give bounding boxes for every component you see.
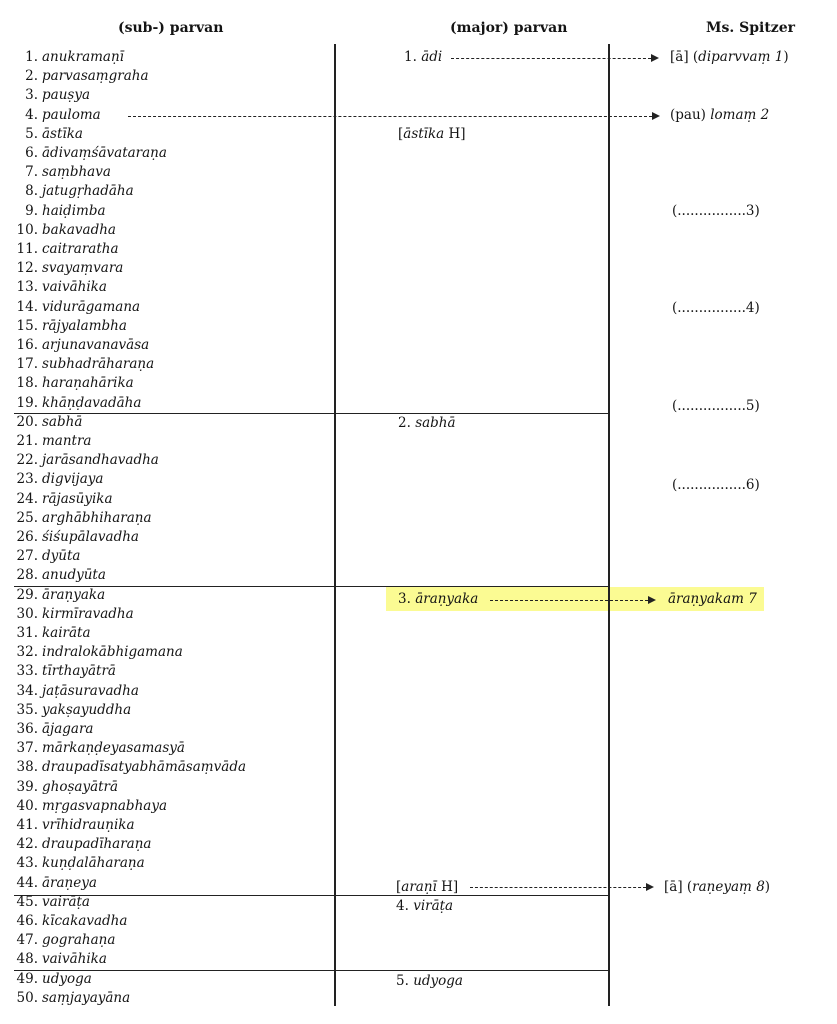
sub-parvan-row	[10, 260, 123, 276]
major-adi	[404, 49, 442, 65]
major-adi-num: 1.	[404, 49, 417, 65]
sub-parvan-name: vidurāgamana	[42, 298, 141, 315]
major-virata-num: 4.	[396, 898, 409, 914]
sub-parvan-row	[10, 971, 92, 987]
sub-parvan-name: āstīka	[42, 125, 83, 142]
spitzer-7	[668, 591, 757, 607]
sub-parvan-number: 2.	[25, 68, 38, 85]
sub-parvan-number: 46.	[16, 913, 38, 929]
sub-parvan-name: jaṭāsuravadha	[42, 682, 139, 699]
sub-parvan-row	[10, 375, 134, 391]
sub-parvan-number: 32.	[16, 644, 38, 661]
sub-parvan-number: 37.	[16, 740, 38, 757]
major-aranyaka-name: āraṇyaka	[415, 591, 479, 607]
separator-virata	[14, 895, 610, 896]
sub-parvan-number: 19.	[16, 394, 38, 411]
sub-parvan-row	[10, 145, 167, 161]
sub-parvan-name: vrīhidrauṇika	[42, 817, 135, 833]
sub-parvan-row	[10, 395, 141, 411]
major-adi-name: ādi	[421, 49, 443, 65]
sub-parvan-number: 1.	[25, 49, 38, 65]
spitzer-1	[670, 49, 789, 65]
sub-parvan-row	[10, 49, 124, 65]
spitzer-1-bracket: [ā]	[670, 49, 689, 65]
sub-parvan-row	[10, 587, 105, 603]
sub-parvan-row	[10, 433, 91, 449]
sub-parvan-name: indralokābhigamana	[42, 644, 183, 661]
sub-parvan-name: sabhā	[42, 413, 83, 430]
sub-parvan-row	[10, 107, 101, 123]
sub-parvan-name: parvasaṃgraha	[42, 68, 149, 85]
connector-aranyaka	[490, 600, 648, 601]
connector-arani	[470, 887, 646, 888]
sub-parvan-row	[10, 836, 151, 852]
sub-parvan-name: pauṣya	[42, 87, 90, 104]
sub-parvan-number: 18.	[16, 375, 38, 392]
sub-parvan-number: 24.	[16, 490, 38, 507]
sub-parvan-number: 48.	[16, 951, 38, 968]
sub-parvan-row	[10, 183, 134, 199]
sub-parvan-number: 42.	[16, 836, 38, 853]
sub-parvan-number: 5.	[25, 125, 38, 142]
sub-parvan-number: 29.	[16, 586, 38, 603]
sub-parvan-number: 50.	[16, 989, 38, 1006]
sub-parvan-number: 22.	[16, 452, 38, 469]
spitzer-6: (................6)	[672, 477, 760, 493]
major-arani-name: araṇī	[401, 879, 437, 895]
sub-parvan-row	[10, 222, 116, 238]
spitzer-8-name: raṇeyaṃ 8	[692, 879, 765, 895]
separator-udyoga	[14, 970, 610, 971]
sub-parvan-name: udyoga	[42, 970, 92, 987]
sub-parvan-row	[10, 951, 107, 967]
spitzer-7-name: āraṇyakam 7	[668, 591, 757, 607]
sub-parvan-row	[10, 299, 140, 315]
separator-sabha	[14, 413, 610, 414]
connector-adi	[451, 58, 651, 59]
sub-parvan-name: ghoṣayātrā	[42, 778, 119, 795]
spitzer-1-paren: (	[692, 49, 699, 65]
spitzer-8	[664, 879, 770, 895]
sub-parvan-name: tīrthayātrā	[42, 663, 116, 680]
sub-parvan-number: 36.	[16, 721, 38, 737]
sub-parvan-row	[10, 625, 91, 641]
connector-pauloma-arrowhead	[652, 112, 660, 120]
sub-parvan-row	[10, 164, 111, 180]
sub-parvan-number: 17.	[16, 356, 38, 373]
header-sub-parvan: (sub-) parvan	[118, 20, 224, 36]
sub-parvan-number: 8.	[25, 183, 38, 200]
major-aranyaka	[398, 591, 478, 607]
sub-parvan-name: subhadrāharaṇa	[42, 356, 155, 373]
spitzer-1-name: diparvvaṃ 1	[698, 49, 784, 65]
sub-parvan-row	[10, 318, 127, 334]
connector-aranyaka-arrowhead	[648, 596, 656, 604]
sub-parvan-number: 35.	[16, 701, 38, 718]
sub-parvan-row	[10, 203, 106, 219]
sub-parvan-row	[10, 759, 246, 775]
sub-parvan-name: khāṇḍavadāha	[42, 394, 142, 411]
sub-parvan-row	[10, 471, 103, 487]
sub-parvan-name: śiśupālavadha	[42, 529, 139, 545]
sub-parvan-number: 49.	[16, 970, 38, 987]
spitzer-8-close: )	[764, 879, 771, 895]
sub-parvan-name: caitraratha	[42, 241, 119, 257]
major-udyoga-name: udyoga	[413, 973, 463, 989]
major-udyoga	[396, 973, 463, 989]
sub-parvan-name: jatugṛhadāha	[42, 183, 134, 200]
sub-parvan-number: 13.	[16, 279, 38, 296]
sub-parvan-row	[10, 241, 119, 257]
sub-parvan-row	[10, 875, 97, 891]
sub-parvan-row	[10, 548, 80, 564]
sub-parvan-number: 15.	[16, 317, 38, 334]
sub-parvan-number: 34.	[16, 682, 38, 699]
header-major-parvan: (major) parvan	[450, 20, 568, 36]
sub-parvan-name: ādivaṃśāvataraṇa	[42, 145, 167, 161]
spitzer-2-name: lomaṃ 2	[710, 107, 770, 123]
sub-parvan-name: kuṇḍalāharaṇa	[42, 855, 145, 872]
major-aranyaka-num: 3.	[398, 591, 411, 607]
sub-parvan-name: vaivāhika	[42, 951, 107, 968]
sub-parvan-row	[10, 87, 90, 103]
sub-parvan-name: arjunavanavāsa	[42, 337, 150, 353]
sub-parvan-row	[10, 491, 113, 507]
spitzer-2	[670, 107, 769, 123]
sub-parvan-row	[10, 356, 154, 372]
sub-parvan-number: 27.	[16, 548, 38, 565]
spitzer-5: (................5)	[672, 398, 760, 414]
sub-parvan-number: 11.	[16, 241, 38, 257]
spitzer-8-paren: (	[686, 879, 693, 895]
column-divider-right	[608, 44, 610, 1006]
sub-parvan-row	[10, 414, 82, 430]
sub-parvan-name: bakavadha	[42, 221, 116, 238]
sub-parvan-name: āraṇyaka	[42, 586, 106, 603]
sub-parvan-name: haraṇahārika	[42, 375, 134, 392]
sub-parvan-row	[10, 644, 183, 660]
sub-parvan-name: rājyalambha	[42, 317, 127, 334]
major-astika	[398, 126, 466, 142]
sub-parvan-number: 39.	[16, 778, 38, 795]
major-udyoga-num: 5.	[396, 973, 409, 989]
major-arani-open: [	[396, 879, 402, 895]
major-sabha-num: 2.	[398, 415, 411, 431]
sub-parvan-row	[10, 452, 159, 468]
sub-parvan-name: svayaṃvara	[42, 260, 124, 277]
major-astika-open: [	[398, 126, 404, 142]
sub-parvan-number: 16.	[16, 337, 38, 353]
sub-parvan-name: gograhaṇa	[42, 932, 116, 949]
sub-parvan-row	[10, 279, 107, 295]
sub-parvan-name: vaivāhika	[42, 279, 107, 296]
major-sabha	[398, 415, 456, 431]
sub-parvan-number: 12.	[16, 260, 38, 277]
major-astika-name: āstīka	[403, 126, 445, 142]
sub-parvan-row	[10, 721, 93, 737]
column-divider-left	[334, 44, 336, 1006]
sub-parvan-number: 45.	[16, 893, 38, 910]
sub-parvan-number: 7.	[25, 164, 38, 181]
connector-pauloma	[128, 116, 652, 117]
sub-parvan-row	[10, 529, 139, 545]
sub-parvan-number: 31.	[16, 625, 38, 641]
sub-parvan-name: saṃjayayāna	[42, 989, 131, 1006]
sub-parvan-row	[10, 606, 134, 622]
sub-parvan-name: ājagara	[42, 721, 94, 737]
sub-parvan-name: haiḍimba	[42, 202, 106, 219]
sub-parvan-name: pauloma	[42, 106, 101, 123]
sub-parvan-row	[10, 740, 185, 756]
major-sabha-name: sabhā	[415, 415, 456, 431]
sub-parvan-name: yakṣayuddha	[42, 701, 132, 718]
sub-parvan-row	[10, 798, 167, 814]
connector-adi-arrowhead	[651, 54, 659, 62]
sub-parvan-name: mārkaṇḍeyasamasyā	[42, 740, 185, 757]
sub-parvan-row	[10, 126, 83, 142]
spitzer-1-close: )	[783, 49, 789, 65]
sub-parvan-number: 38.	[16, 759, 38, 776]
sub-parvan-number: 14.	[16, 298, 38, 315]
sub-parvan-number: 30.	[16, 605, 38, 622]
spitzer-4: (................4)	[672, 300, 760, 316]
sub-parvan-name: kīcakavadha	[42, 913, 128, 929]
sub-parvan-number: 40.	[16, 797, 38, 814]
sub-parvan-row	[10, 894, 90, 910]
sub-parvan-number: 47.	[16, 932, 38, 949]
sub-parvan-name: āraṇeya	[42, 874, 97, 891]
sub-parvan-name: rājasūyika	[42, 490, 113, 507]
sub-parvan-name: anudyūta	[42, 567, 106, 584]
major-arani-suffix: H]	[436, 879, 459, 895]
sub-parvan-row	[10, 337, 149, 353]
sub-parvan-name: kirmīravadha	[42, 605, 134, 622]
sub-parvan-row	[10, 510, 152, 526]
sub-parvan-number: 33.	[16, 663, 38, 680]
sub-parvan-number: 4.	[25, 106, 38, 123]
sub-parvan-name: saṃbhava	[42, 164, 111, 181]
major-astika-suffix: H]	[444, 126, 466, 142]
sub-parvan-number: 9.	[25, 202, 38, 219]
connector-arani-arrowhead	[646, 883, 654, 891]
sub-parvan-row	[10, 932, 115, 948]
sub-parvan-number: 23.	[16, 471, 38, 488]
sub-parvan-number: 25.	[16, 509, 38, 526]
sub-parvan-number: 21.	[16, 433, 38, 449]
sub-parvan-row	[10, 855, 145, 871]
sub-parvan-name: kairāta	[42, 625, 91, 641]
sub-parvan-number: 10.	[16, 221, 38, 238]
sub-parvan-row	[10, 702, 131, 718]
sub-parvan-number: 41.	[16, 817, 38, 833]
spitzer-2-paren: (pau)	[670, 107, 706, 123]
major-virata-name: virāṭa	[413, 898, 454, 914]
sub-parvan-number: 44.	[16, 874, 38, 891]
sub-parvan-row	[10, 913, 127, 929]
sub-parvan-name: draupadīsatyabhāmāsaṃvāda	[42, 759, 247, 776]
header-ms-spitzer: Ms. Spitzer	[706, 20, 796, 36]
sub-parvan-row	[10, 683, 139, 699]
sub-parvan-number: 26.	[16, 529, 38, 545]
sub-parvan-name: anukramaṇī	[42, 49, 124, 65]
sub-parvan-name: arghābhiharaṇa	[42, 509, 152, 526]
sub-parvan-row	[10, 68, 149, 84]
sub-parvan-number: 6.	[25, 145, 38, 161]
sub-parvan-name: mṛgasvapnabhaya	[42, 797, 167, 814]
major-virata	[396, 898, 453, 914]
sub-parvan-name: digvijaya	[42, 471, 104, 488]
sub-parvan-row	[10, 990, 130, 1006]
sub-parvan-number: 43.	[16, 855, 38, 872]
sub-parvan-name: jarāsandhavadha	[42, 452, 159, 469]
sub-parvan-name: mantra	[42, 433, 92, 449]
sub-parvan-number: 3.	[25, 87, 38, 104]
sub-parvan-row	[10, 567, 106, 583]
sub-parvan-number: 28.	[16, 567, 38, 584]
sub-parvan-row	[10, 779, 118, 795]
sub-parvan-name: vairāṭa	[42, 893, 90, 910]
major-arani	[396, 879, 458, 895]
sub-parvan-row	[10, 663, 116, 679]
sub-parvan-number: 20.	[16, 413, 38, 430]
sub-parvan-name: draupadīharaṇa	[42, 836, 152, 853]
sub-parvan-name: dyūta	[42, 548, 81, 565]
sub-parvan-row	[10, 817, 135, 833]
spitzer-3: (................3)	[672, 203, 760, 219]
spitzer-8-bracket: [ā]	[664, 879, 683, 895]
